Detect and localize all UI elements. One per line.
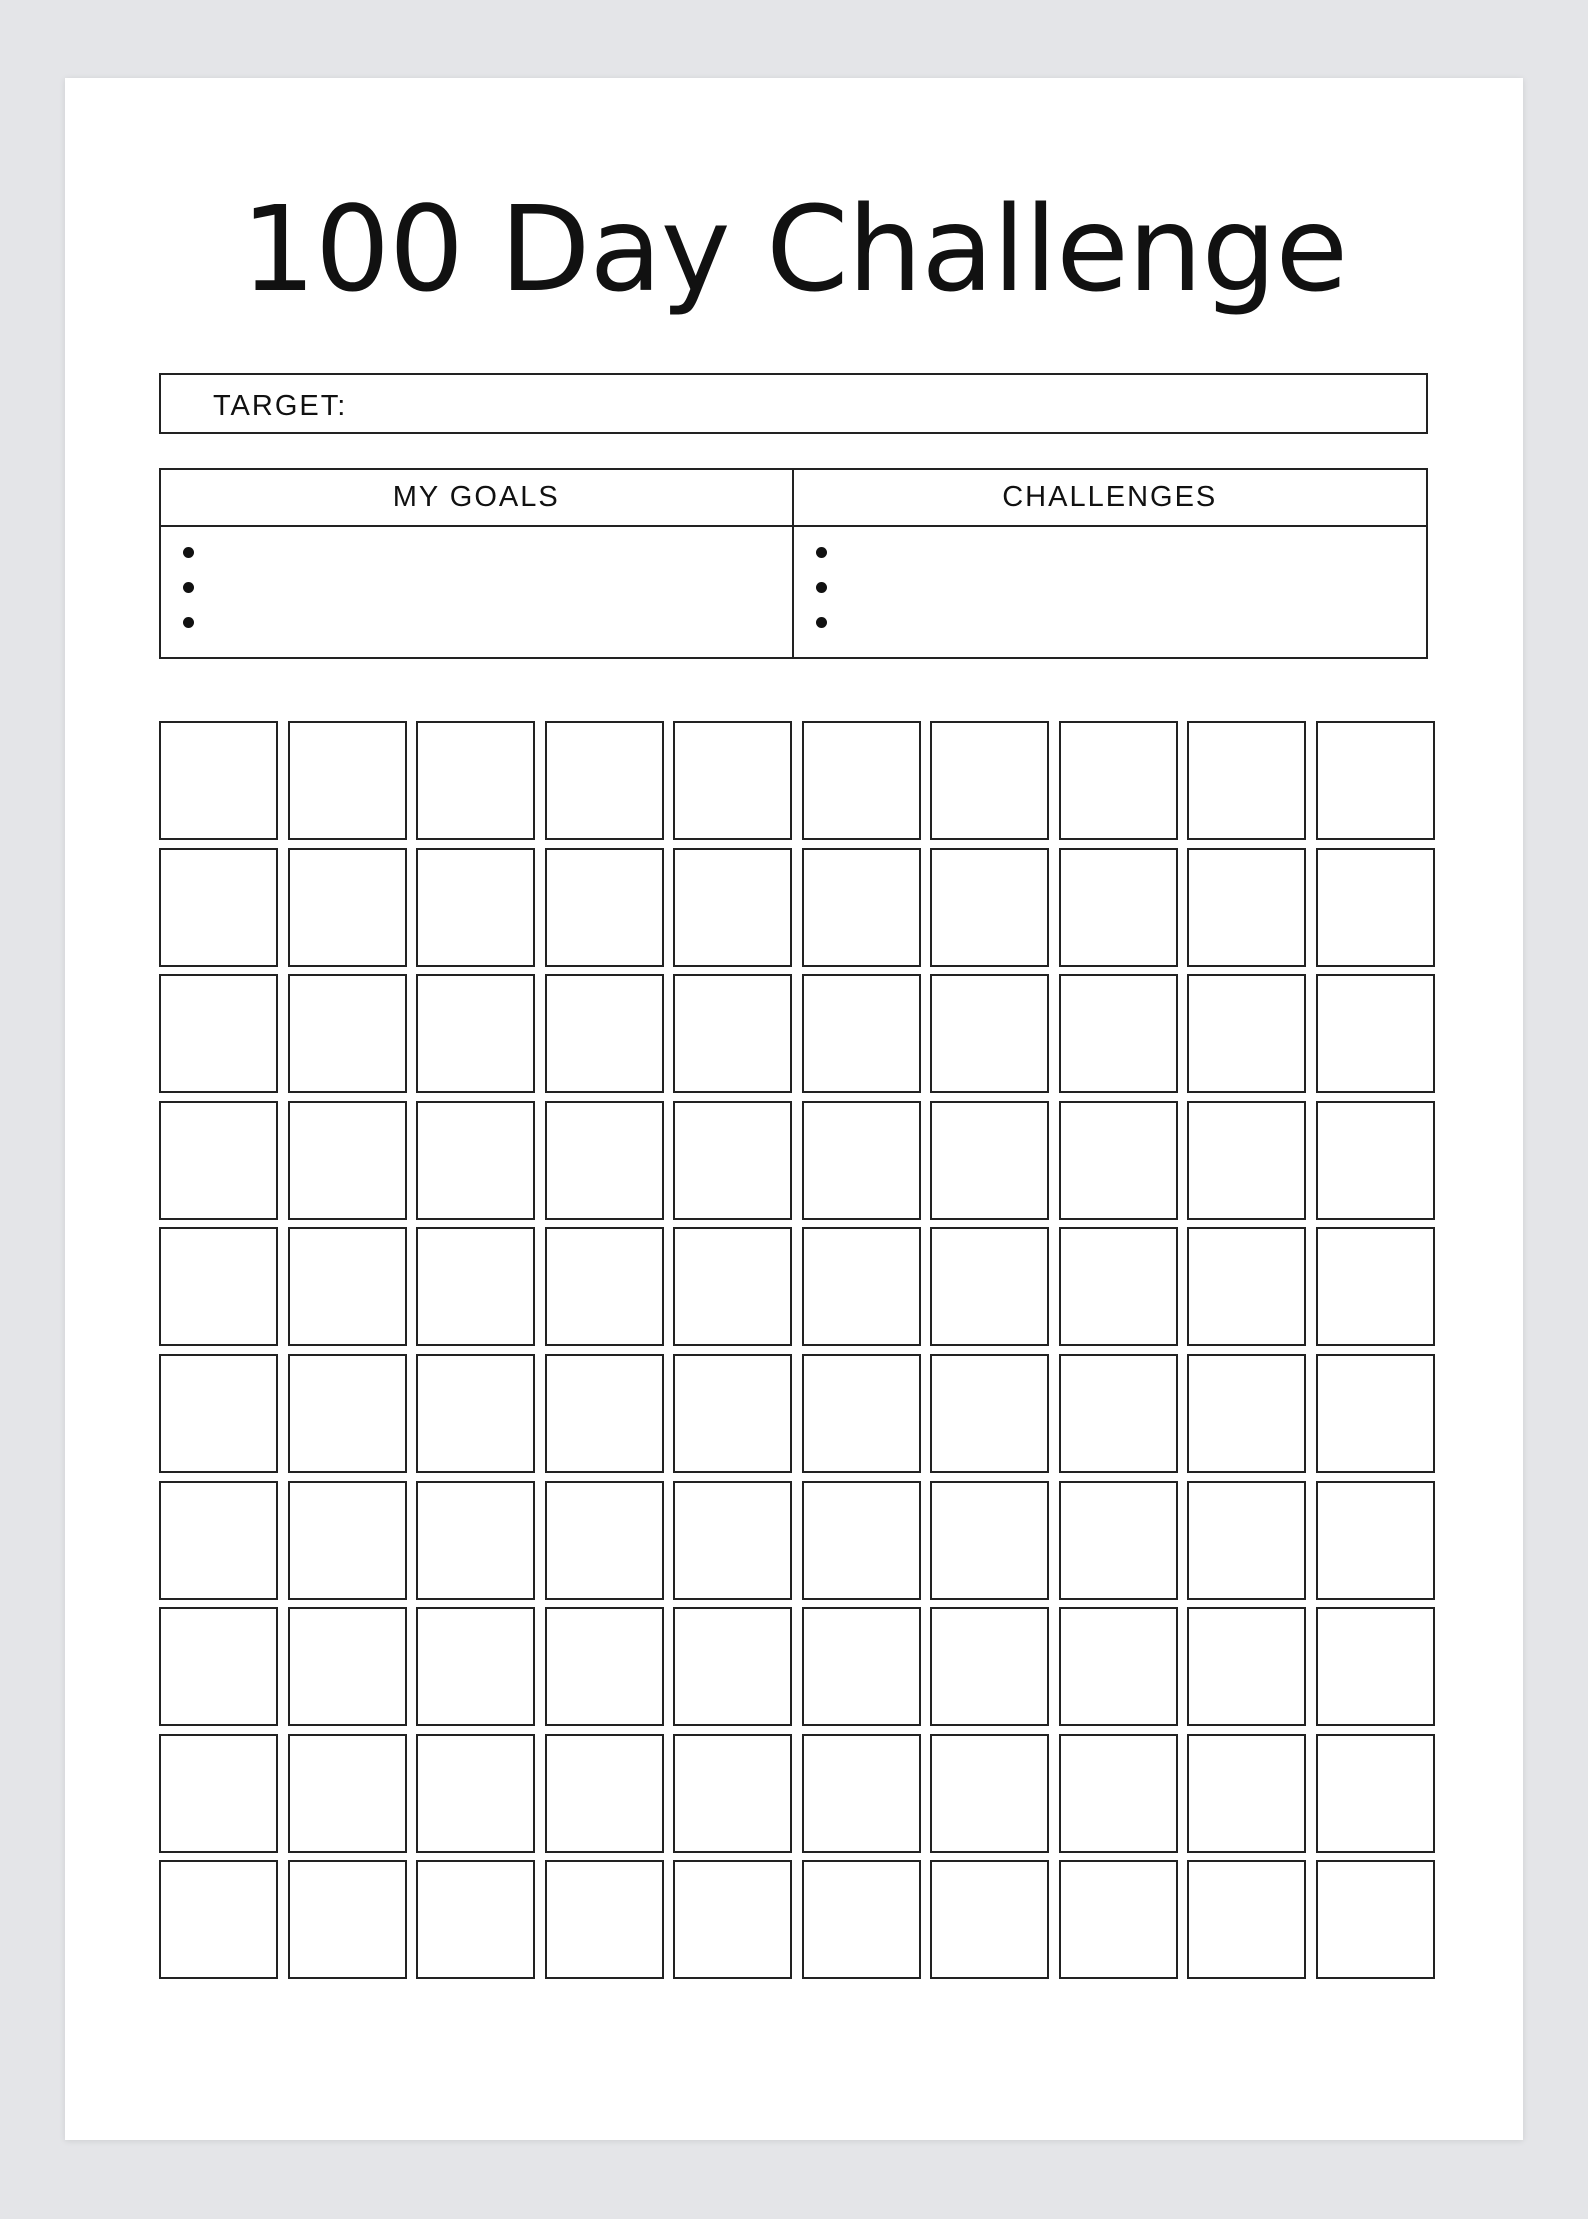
- day-box[interactable]: [159, 848, 278, 967]
- day-box[interactable]: [1059, 1734, 1178, 1853]
- day-box[interactable]: [1187, 1734, 1306, 1853]
- day-box[interactable]: [930, 1860, 1049, 1979]
- day-box[interactable]: [1059, 721, 1178, 840]
- day-box[interactable]: [416, 1607, 535, 1726]
- day-box[interactable]: [930, 1607, 1049, 1726]
- day-box[interactable]: [930, 1734, 1049, 1853]
- day-box[interactable]: [802, 1101, 921, 1220]
- my-goals-header: MY GOALS: [161, 470, 794, 527]
- my-goals-list[interactable]: [161, 527, 794, 657]
- day-box[interactable]: [1316, 848, 1435, 967]
- day-box[interactable]: [416, 1860, 535, 1979]
- day-box[interactable]: [802, 1227, 921, 1346]
- day-box[interactable]: [159, 721, 278, 840]
- bullet-icon: [816, 547, 827, 558]
- day-tracker-grid: [159, 721, 1428, 1978]
- day-box[interactable]: [1187, 848, 1306, 967]
- day-box[interactable]: [1187, 1860, 1306, 1979]
- bullet-icon: [183, 617, 194, 628]
- bullet-icon: [816, 582, 827, 593]
- day-box[interactable]: [159, 974, 278, 1093]
- day-box[interactable]: [159, 1607, 278, 1726]
- day-box[interactable]: [673, 848, 792, 967]
- day-box[interactable]: [288, 974, 407, 1093]
- day-box[interactable]: [673, 1607, 792, 1726]
- challenges-header: CHALLENGES: [794, 470, 1427, 527]
- day-box[interactable]: [673, 1101, 792, 1220]
- day-box[interactable]: [673, 1227, 792, 1346]
- page-title: 100 Day Challenge: [240, 180, 1348, 318]
- day-box[interactable]: [288, 1734, 407, 1853]
- day-box[interactable]: [802, 1607, 921, 1726]
- day-box[interactable]: [1187, 1101, 1306, 1220]
- day-box[interactable]: [545, 848, 664, 967]
- day-box[interactable]: [1187, 1607, 1306, 1726]
- day-box[interactable]: [1059, 848, 1178, 967]
- day-box[interactable]: [545, 1354, 664, 1473]
- day-box[interactable]: [159, 1481, 278, 1600]
- day-box[interactable]: [930, 1481, 1049, 1600]
- day-box[interactable]: [1316, 721, 1435, 840]
- day-box[interactable]: [159, 1734, 278, 1853]
- day-box[interactable]: [930, 848, 1049, 967]
- day-box[interactable]: [930, 1101, 1049, 1220]
- day-box[interactable]: [802, 721, 921, 840]
- day-box[interactable]: [1059, 1354, 1178, 1473]
- day-box[interactable]: [1059, 1860, 1178, 1979]
- day-box[interactable]: [545, 1101, 664, 1220]
- day-box[interactable]: [416, 1481, 535, 1600]
- target-label: TARGET:: [213, 390, 348, 422]
- day-box[interactable]: [673, 1481, 792, 1600]
- day-box[interactable]: [673, 1860, 792, 1979]
- day-box[interactable]: [416, 721, 535, 840]
- bullet-icon: [183, 547, 194, 558]
- day-box[interactable]: [545, 1734, 664, 1853]
- bullet-icon: [183, 582, 194, 593]
- day-box[interactable]: [545, 721, 664, 840]
- day-box[interactable]: [288, 721, 407, 840]
- day-box[interactable]: [545, 1481, 664, 1600]
- day-box[interactable]: [1059, 1227, 1178, 1346]
- day-box[interactable]: [930, 721, 1049, 840]
- day-box[interactable]: [545, 1860, 664, 1979]
- day-box[interactable]: [1316, 1860, 1435, 1979]
- day-box[interactable]: [288, 1227, 407, 1346]
- bullet-icon: [816, 617, 827, 628]
- day-box[interactable]: [1316, 1607, 1435, 1726]
- day-box[interactable]: [673, 974, 792, 1093]
- day-box[interactable]: [416, 1354, 535, 1473]
- day-box[interactable]: [288, 1607, 407, 1726]
- day-box[interactable]: [1316, 1227, 1435, 1346]
- day-box[interactable]: [416, 974, 535, 1093]
- day-box[interactable]: [159, 1101, 278, 1220]
- day-box[interactable]: [159, 1860, 278, 1979]
- challenges-list[interactable]: [794, 527, 1427, 657]
- day-box[interactable]: [288, 1860, 407, 1979]
- day-box[interactable]: [416, 1734, 535, 1853]
- day-box[interactable]: [1316, 1354, 1435, 1473]
- day-box[interactable]: [802, 1860, 921, 1979]
- day-box[interactable]: [545, 1227, 664, 1346]
- day-box[interactable]: [930, 974, 1049, 1093]
- day-box[interactable]: [1316, 974, 1435, 1093]
- day-box[interactable]: [288, 848, 407, 967]
- day-box[interactable]: [1187, 1481, 1306, 1600]
- day-box[interactable]: [1059, 1607, 1178, 1726]
- day-box[interactable]: [288, 1101, 407, 1220]
- day-box[interactable]: [416, 848, 535, 967]
- day-box[interactable]: [930, 1354, 1049, 1473]
- day-box[interactable]: [1316, 1481, 1435, 1600]
- day-box[interactable]: [802, 974, 921, 1093]
- challenge-sheet: [65, 78, 1523, 2140]
- day-box[interactable]: [1059, 1101, 1178, 1220]
- day-box[interactable]: [802, 1354, 921, 1473]
- day-box[interactable]: [159, 1354, 278, 1473]
- day-box[interactable]: [1187, 1354, 1306, 1473]
- day-box[interactable]: [1316, 1734, 1435, 1853]
- day-box[interactable]: [1059, 1481, 1178, 1600]
- day-box[interactable]: [673, 721, 792, 840]
- day-box[interactable]: [802, 1481, 921, 1600]
- day-box[interactable]: [673, 1354, 792, 1473]
- day-box[interactable]: [1187, 1227, 1306, 1346]
- target-field[interactable]: [159, 373, 1428, 434]
- day-box[interactable]: [930, 1227, 1049, 1346]
- day-box[interactable]: [159, 1227, 278, 1346]
- day-box[interactable]: [288, 1354, 407, 1473]
- day-box[interactable]: [1316, 1101, 1435, 1220]
- day-box[interactable]: [802, 1734, 921, 1853]
- goals-challenges-table: [159, 468, 1428, 659]
- day-box[interactable]: [802, 848, 921, 967]
- day-box[interactable]: [545, 1607, 664, 1726]
- day-box[interactable]: [1187, 721, 1306, 840]
- day-box[interactable]: [1059, 974, 1178, 1093]
- day-box[interactable]: [416, 1227, 535, 1346]
- day-box[interactable]: [545, 974, 664, 1093]
- day-box[interactable]: [673, 1734, 792, 1853]
- day-box[interactable]: [288, 1481, 407, 1600]
- day-box[interactable]: [416, 1101, 535, 1220]
- day-box[interactable]: [1187, 974, 1306, 1093]
